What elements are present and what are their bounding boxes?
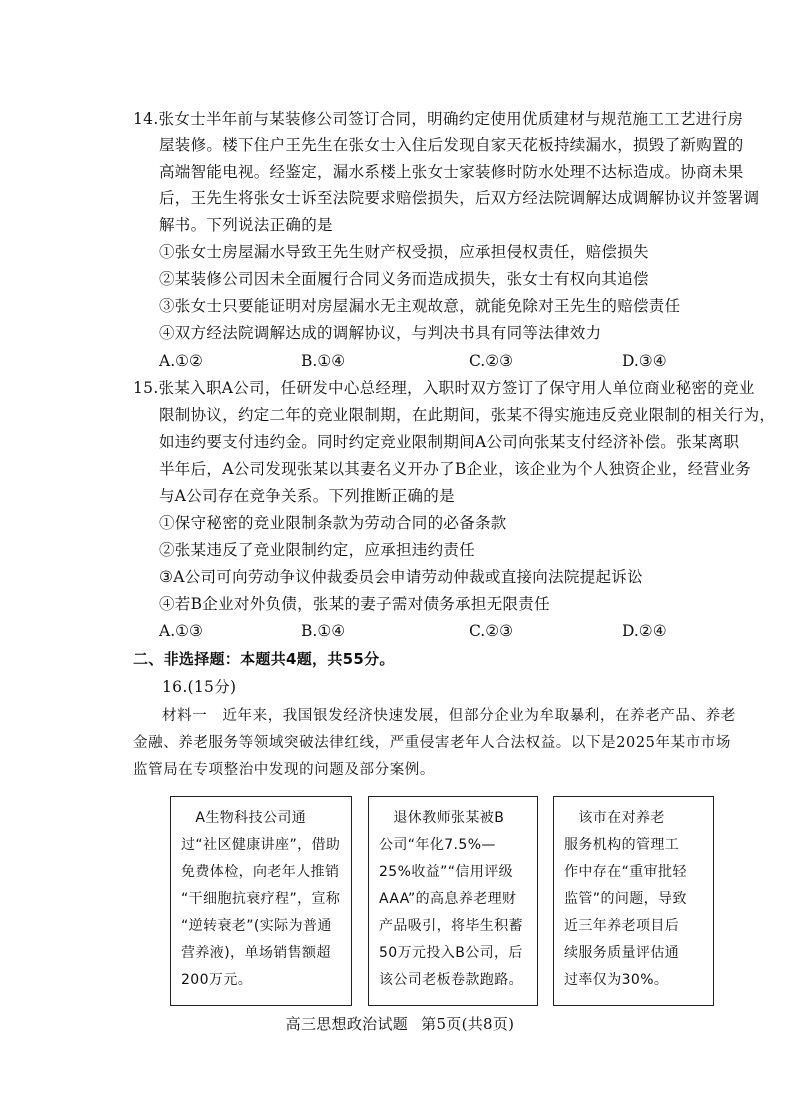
- footer-exam-title: 高三思想政治试题: [285, 1015, 409, 1033]
- case-box-1: [170, 796, 352, 1006]
- case-line: 近三年养老项目后: [564, 918, 680, 934]
- q14-stem-line: 高端智能电视。经鉴定，漏水系楼上张女士家装修时防水处理不达标造成。协商未果: [159, 163, 744, 181]
- q15-options: [159, 620, 679, 642]
- material-line: 监管局在专项整治中发现的问题及部分案例。: [133, 762, 435, 778]
- q14-stem-line: 后，王先生将张女士诉至法院要求赔偿损失，后双方经法院调解达成调解协议并签署调: [159, 189, 760, 207]
- case-line: “干细胞抗衰疗程”，宣称: [181, 891, 341, 907]
- case-line: 该市在对养老: [564, 810, 665, 826]
- case-line: A生物科技公司通: [181, 810, 307, 826]
- q14-stem-line: 屋装修。楼下住户王先生在张女士入住后发现自家天花板持续漏水，损毁了新购置的: [159, 136, 744, 154]
- q15-stem-line: 半年后，A公司发现张某以其妻名义开办了B企业，该企业为个人独资企业，经营业务: [159, 460, 751, 478]
- q14-option-a: A.①②: [159, 352, 203, 370]
- case-line: 200万元。: [181, 972, 253, 988]
- q15-statement: ②张某违反了竞业限制约定，应承担违约责任: [159, 541, 476, 559]
- section-heading: 二、非选择题：本题共4题，共55分。: [133, 650, 395, 668]
- case-line: 退休教师张某被B: [379, 810, 505, 826]
- q15-option-a: A.①③: [159, 622, 203, 640]
- case-box-2: [368, 796, 538, 1006]
- case-line: 续服务质量评估通: [564, 945, 680, 961]
- case-line: 公司“年化7.5%—: [379, 837, 496, 853]
- q15-option-b: B.①④: [301, 622, 346, 640]
- footer-page-number: 第5页(共8页): [421, 1015, 515, 1033]
- case-line: 监管”的问题，导致: [564, 891, 687, 907]
- case-line: 50万元投入B公司，后: [379, 945, 523, 961]
- q14-options: [159, 350, 679, 372]
- case-line: 产品吸引，将毕生积蓄: [379, 918, 523, 934]
- q14-option-b: B.①④: [301, 352, 346, 370]
- q15-option-c: C.②③: [469, 622, 514, 640]
- q14-stem-line: 解书。下列说法正确的是: [159, 216, 333, 234]
- q16-label: 16.(15分): [162, 678, 237, 696]
- case-line: 25%收益”“信用评级: [379, 864, 514, 880]
- case-line: 免费体检，向老年人推销: [181, 864, 340, 880]
- case-line: 作中存在“重审批轻: [564, 864, 687, 880]
- case-line: 该公司老板卷款跑路。: [379, 972, 523, 988]
- case-box-3: [553, 796, 714, 1006]
- q14-stem-line: 14.张女士半年前与某装修公司签订合同，明确约定使用优质建材与规范施工工艺进行房: [133, 110, 744, 128]
- q15-stem-line: 与A公司存在竞争关系。下列推断正确的是: [159, 487, 455, 505]
- q15-stem-line: 15.张某入职A公司，任研发中心总经理，入职时双方签订了保守用人单位商业秘密的竞业: [133, 379, 755, 397]
- q14-statement: ③张女士只要能证明对房屋漏水无主观故意，就能免除对王先生的赔偿责任: [159, 297, 681, 315]
- case-line: 过“社区健康讲座”，借助: [181, 837, 341, 853]
- case-line: 过率仅为30%。: [564, 972, 669, 988]
- q15-statement: ①保守秘密的竞业限制条款为劳动合同的必备条款: [159, 514, 507, 532]
- q15-statement: ④若B企业对外负债，张某的妻子需对债务承担无限责任: [159, 595, 550, 613]
- q15-statement: ③A公司可向劳动争议仲裁委员会申请劳动仲裁或直接向法院提起诉讼: [159, 568, 643, 586]
- q14-option-c: C.②③: [469, 352, 514, 370]
- case-line: AAA”的高息养老理财: [379, 891, 517, 907]
- q15-stem-line: 限制协议，约定二年的竞业限制期，在此期间，张某不得实施违反竞业限制的相关行为，: [159, 406, 776, 424]
- material-line: 材料一 近年来，我国银发经济快速发展，但部分企业为牟取暴利，在养老产品、养老: [162, 708, 736, 724]
- q14-statement: ①张女士房屋漏水导致王先生财产权受损，应承担侵权责任，赔偿损失: [159, 243, 649, 261]
- page-footer: [0, 1013, 800, 1034]
- q15-option-d: D.②④: [622, 622, 667, 640]
- case-line: 服务机构的管理工: [564, 837, 680, 853]
- q14-statement: ④双方经法院调解达成的调解协议，与判决书具有同等法律效力: [159, 324, 602, 342]
- material-line: 金融、养老服务等领域突破法律红线，严重侵害老年人合法权益。以下是2025年某市市场: [133, 735, 731, 751]
- q14-statement: ②某装修公司因未全面履行合同义务而造成损失，张女士有权向其追偿: [159, 270, 649, 288]
- q14-option-d: D.③④: [622, 352, 667, 370]
- case-line: 营养液)，单场销售额超: [181, 945, 331, 961]
- case-line: “逆转衰老”(实际为普通: [181, 918, 332, 934]
- q15-stem-line: 如违约要支付违约金。同时约定竞业限制期间A公司向张某支付经济补偿。张某离职: [159, 433, 740, 451]
